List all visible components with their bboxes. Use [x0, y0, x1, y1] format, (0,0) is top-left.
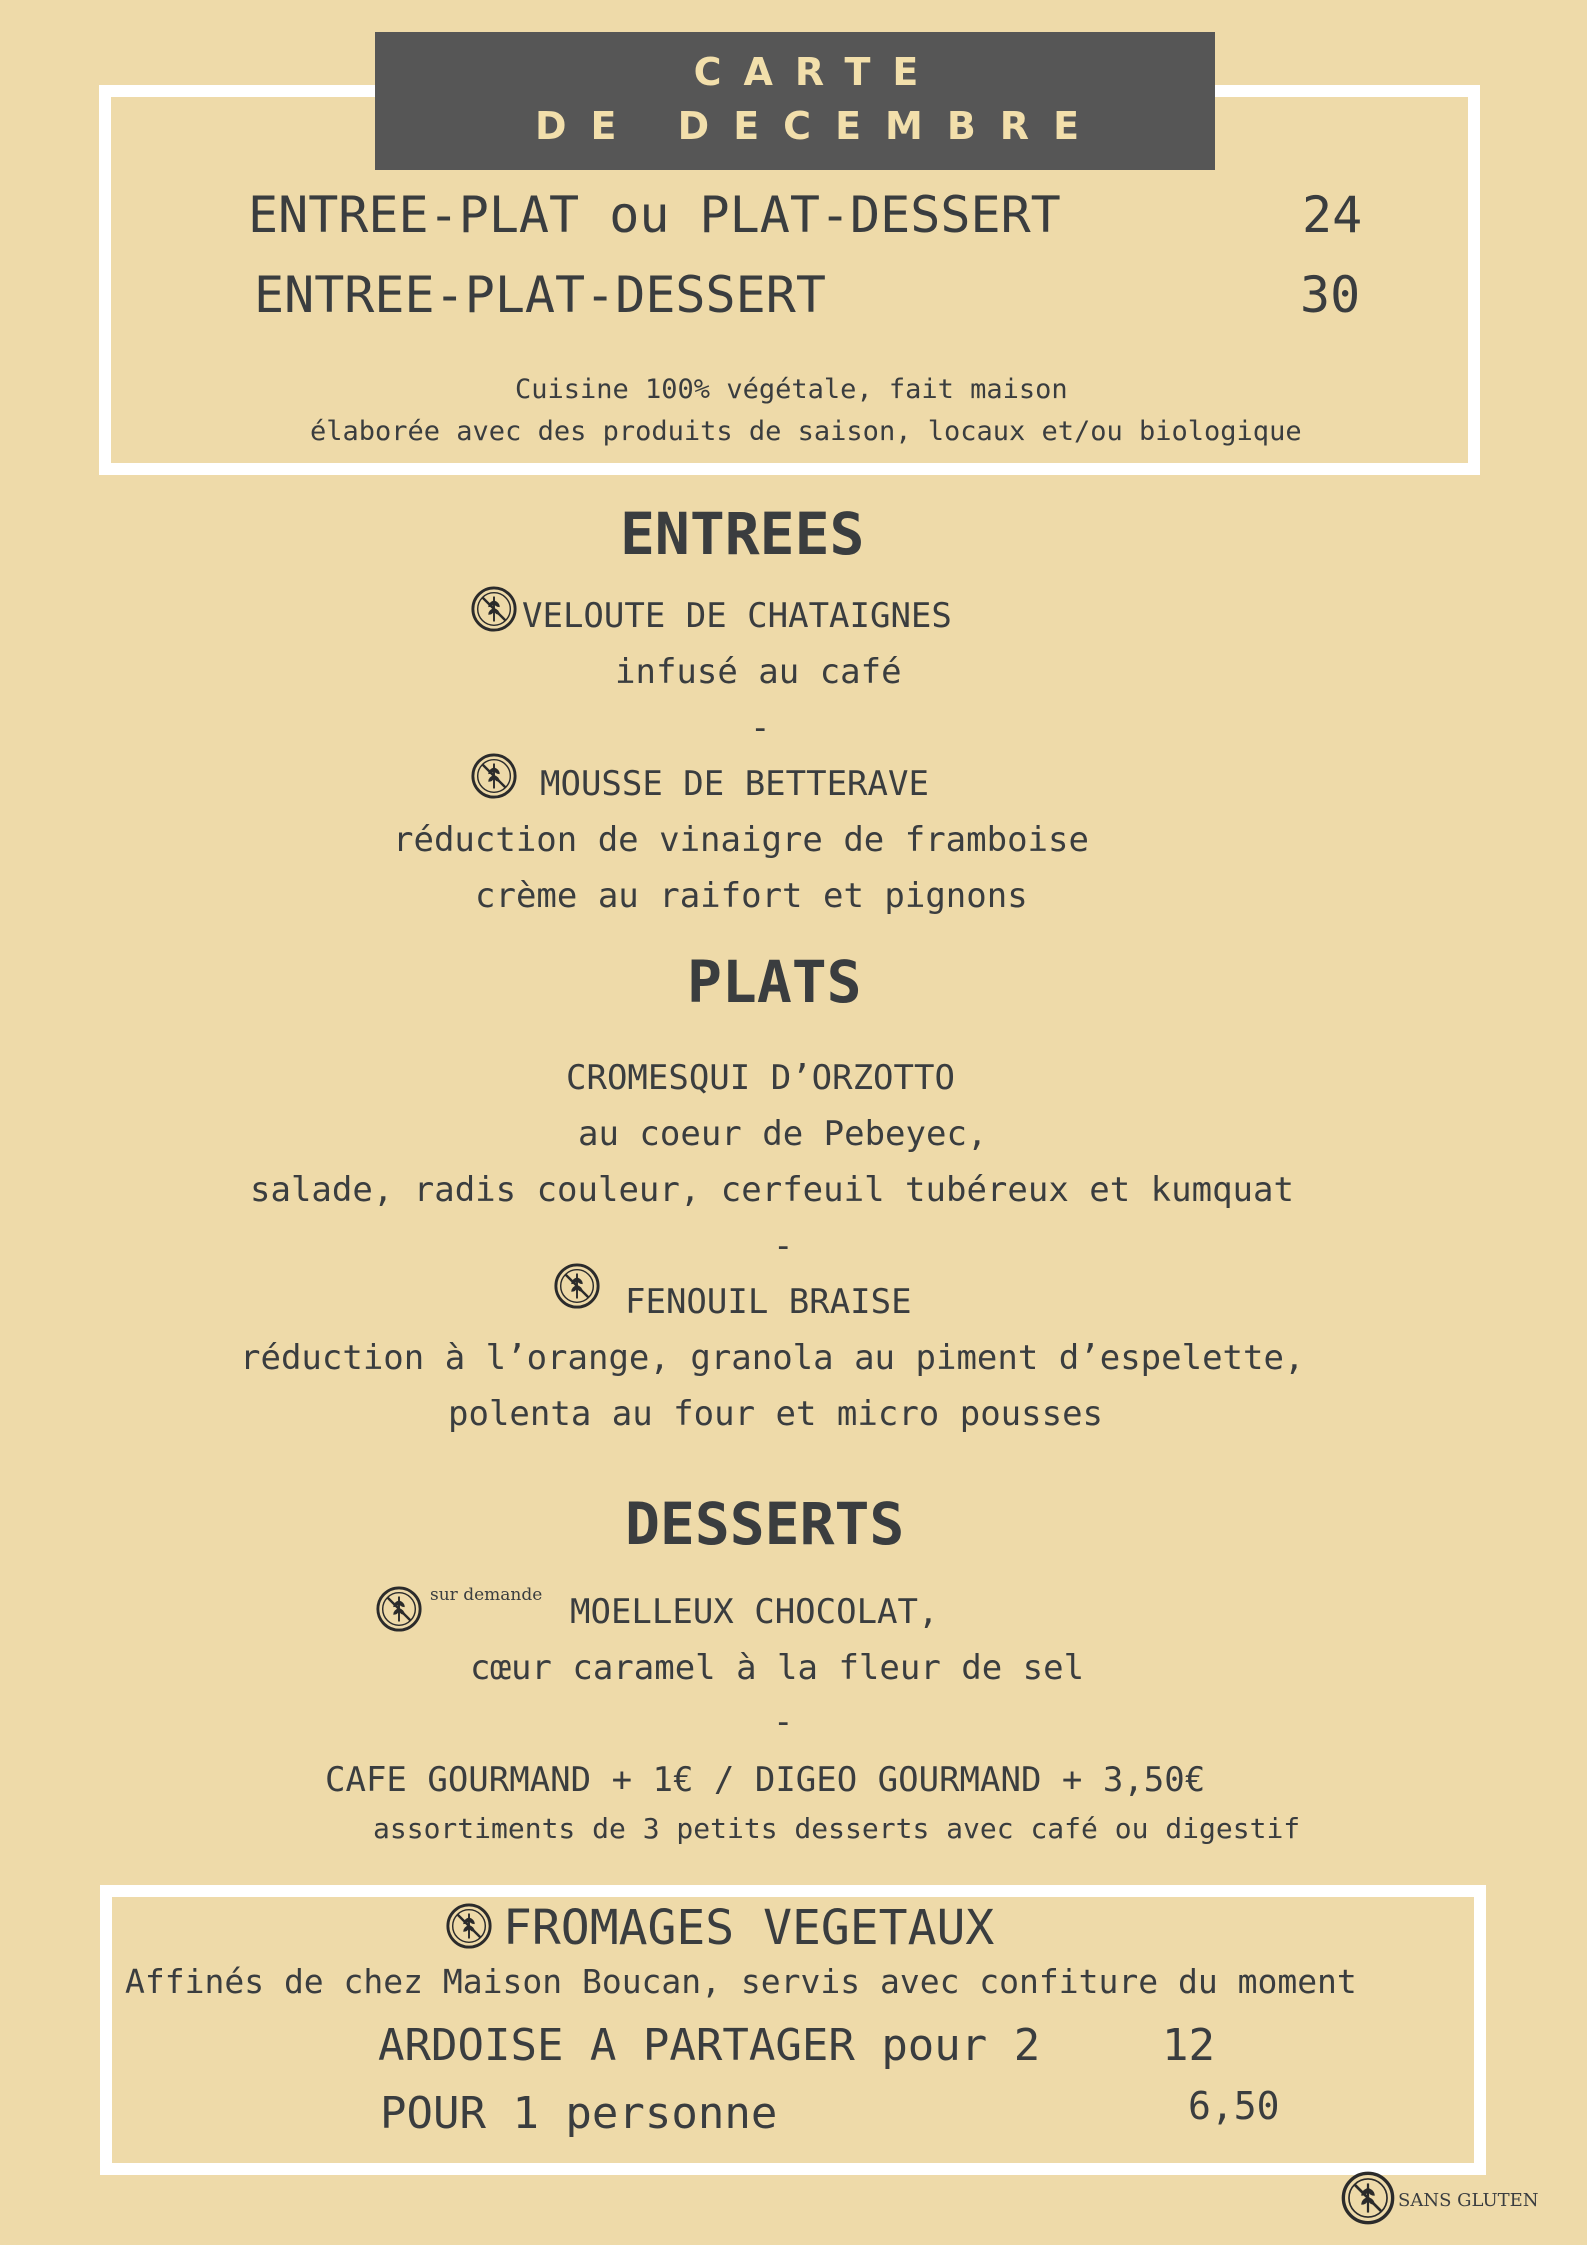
- fromages-desc: Affinés de chez Maison Boucan, servis avec confiture du moment: [125, 1962, 1357, 2001]
- gluten-free-icon: [375, 1585, 423, 1633]
- fromages-option-1-price: 12: [1162, 2020, 1215, 2071]
- entree-1-desc: infusé au café: [615, 652, 902, 692]
- tagline-line-2: élaborée avec des produits de saison, locaux et/ou biologique: [310, 416, 1302, 447]
- title-line-2: DE DECEMBRE: [534, 104, 1104, 148]
- dessert-2-desc: assortiments de 3 petits desserts avec café ou digestif: [373, 1812, 1301, 1845]
- plat-2-desc-1: réduction à l’orange, granola au piment d’espelette,: [240, 1338, 1305, 1378]
- entree-2-desc-1: réduction de vinaigre de framboise: [393, 820, 1089, 860]
- formula-price-1: 24: [1302, 186, 1363, 244]
- dessert-2-name: CAFE GOURMAND + 1€ / DIGEO GOURMAND + 3,50€: [325, 1760, 1206, 1800]
- formula-label-1: ENTREE-PLAT ou PLAT-DESSERT: [248, 186, 1061, 244]
- fromages-option-2-price: 6,50: [1188, 2084, 1280, 2128]
- tagline-line-1: Cuisine 100% végétale, fait maison: [515, 374, 1068, 405]
- plat-separator: -: [773, 1226, 794, 1266]
- entree-1-name: VELOUTE DE CHATAIGNES: [522, 596, 952, 636]
- gluten-free-icon: [553, 1262, 601, 1310]
- plat-1-name: CROMESQUI D’ORZOTTO: [566, 1058, 955, 1098]
- entree-2-desc-2: crème au raifort et pignons: [475, 876, 1028, 916]
- entree-2-name: MOUSSE DE BETTERAVE: [540, 764, 929, 804]
- entree-separator: -: [750, 708, 771, 748]
- plat-1-desc-1: au coeur de Pebeyec,: [578, 1114, 988, 1154]
- section-title-entrees: ENTREES: [620, 500, 865, 568]
- title-banner: [375, 32, 1215, 170]
- gluten-free-icon: [445, 1902, 493, 1950]
- gluten-free-icon: [470, 585, 518, 633]
- dessert-1-desc: cœur caramel à la fleur de sel: [470, 1648, 1085, 1688]
- plat-2-desc-2: polenta au four et micro pousses: [448, 1394, 1104, 1434]
- dessert-1-name: MOELLEUX CHOCOLAT,: [570, 1592, 939, 1632]
- sans-gluten-legend: SANS GLUTEN: [1398, 2190, 1539, 2211]
- plat-1-desc-2: salade, radis couleur, cerfeuil tubéreux et kumquat: [250, 1170, 1294, 1210]
- plat-2-name: FENOUIL BRAISE: [625, 1282, 912, 1322]
- gluten-free-icon: [1340, 2170, 1396, 2226]
- formula-label-2: ENTREE-PLAT-DESSERT: [254, 266, 826, 324]
- fromages-title: FROMAGES VEGETAUX: [503, 1900, 995, 1956]
- section-title-desserts: DESSERTS: [625, 1490, 905, 1558]
- title-line-1: CARTE: [693, 50, 941, 94]
- fromages-option-2-label: POUR 1 personne: [380, 2088, 778, 2139]
- dessert-separator: -: [773, 1702, 794, 1742]
- fromages-option-1-label: ARDOISE A PARTAGER pour 2: [378, 2020, 1041, 2071]
- section-title-plats: PLATS: [687, 948, 862, 1016]
- formula-price-2: 30: [1300, 266, 1361, 324]
- sur-demande-note: sur demande: [430, 1585, 543, 1605]
- gluten-free-icon: [470, 752, 518, 800]
